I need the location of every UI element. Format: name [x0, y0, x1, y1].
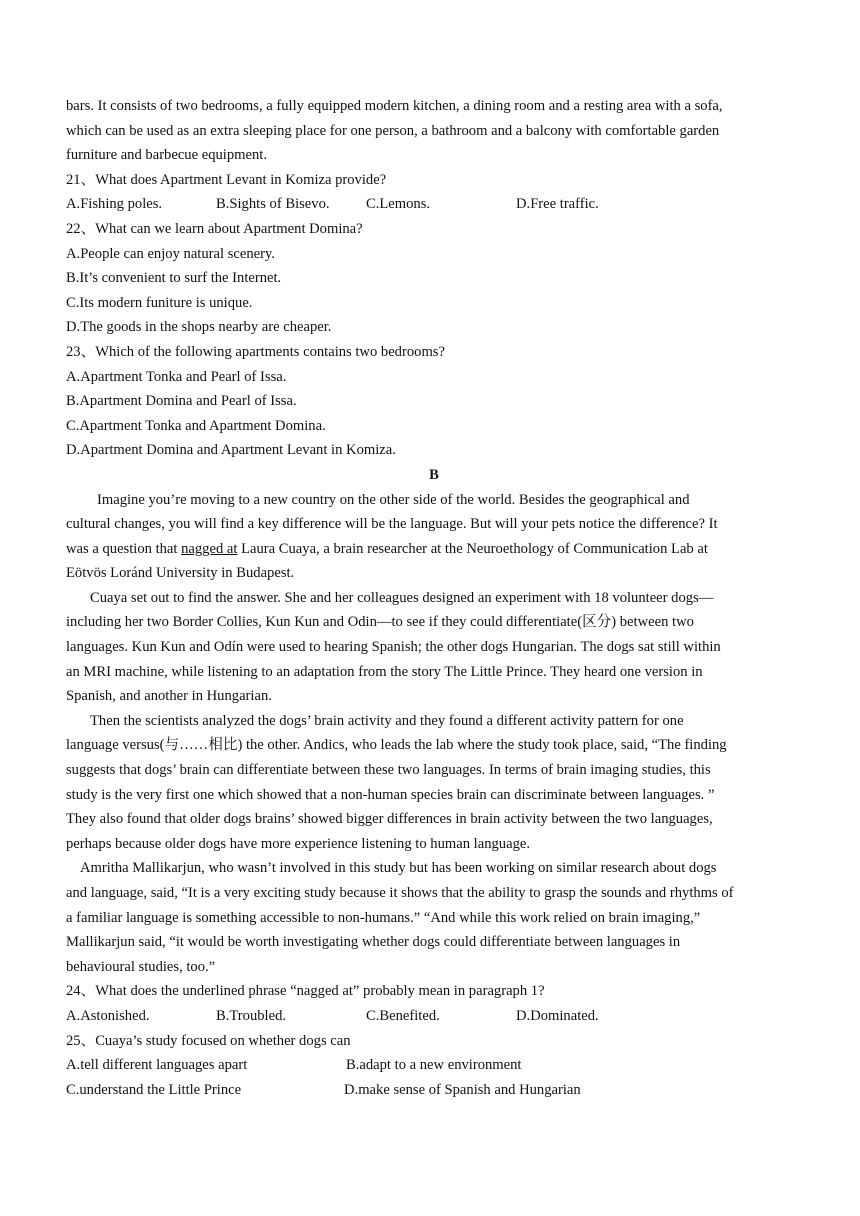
- passage-paragraph-2: [66, 586, 802, 709]
- option-c: C.Apartment Tonka and Apartment Domina.: [66, 417, 326, 434]
- text-line: They also found that older dogs brains’ showed bigger differences in brain activity between the two languages,: [66, 811, 713, 828]
- intro-paragraph: [66, 94, 802, 168]
- question-24: [66, 979, 802, 1028]
- question-22: [66, 217, 802, 340]
- question-stem: 25、Cuaya’s study focused on whether dogs can: [66, 1032, 351, 1049]
- text-line: Then the scientists analyzed the dogs’ brain activity and they found a different activity pattern for one: [90, 712, 684, 729]
- text-line: which can be used as an extra sleeping place for one person, a bathroom and a balcony with comfortable garden: [66, 122, 720, 139]
- question-stem: 21、What does Apartment Levant in Komiza provide?: [66, 171, 387, 188]
- passage-paragraph-4: [66, 856, 802, 979]
- option-row: [66, 1004, 802, 1029]
- option-b: B.adapt to a new environment: [346, 1057, 522, 1074]
- question-stem: 24、What does the underlined phrase “nagged at” probably mean in paragraph 1?: [66, 983, 545, 1000]
- exam-page: [66, 94, 802, 1102]
- option-d: D.Free traffic.: [516, 196, 599, 213]
- text-line: and language, said, “It is a very exciting study because it shows that the ability to grasp the sounds and rhythms of: [66, 885, 734, 901]
- option-c: C.Lemons.: [366, 196, 431, 213]
- option-a: A.People can enjoy natural scenery.: [66, 245, 275, 262]
- question-23: [66, 340, 802, 463]
- text-line: perhaps because older dogs have more experience listening to human language.: [66, 835, 530, 852]
- text-line: Mallikarjun said, “it would be worth investigating whether dogs could differentiate between languages in: [66, 934, 681, 951]
- option-b: B.Sights of Bisevo.: [216, 196, 330, 213]
- option-a: A.Fishing poles.: [66, 196, 163, 213]
- text-line: furniture and barbecue equipment.: [66, 147, 267, 164]
- question-stem: 22、What can we learn about Apartment Domina?: [66, 220, 363, 237]
- text-span: Laura Cuaya, a brain researcher at the Neuroethology of Communication Lab at: [237, 540, 708, 557]
- text-line: languages. Kun Kun and Odín were used to hearing Spanish; the other dogs Hungarian. The dogs sat still within: [66, 639, 721, 656]
- text-line: language versus(与……相比) the other. Andics, who leads the lab where the study took place, said, “The finding: [66, 737, 727, 754]
- option-d: D.The goods in the shops nearby are cheaper.: [66, 319, 332, 336]
- option-c: C.Benefited.: [366, 1007, 440, 1024]
- text-line: study is the very first one which showed that a non-human species brain can discriminate between languages. ”: [66, 786, 715, 803]
- question-25: [66, 1029, 802, 1103]
- option-d: D.Dominated.: [516, 1007, 599, 1024]
- text-line: Eötvös Loránd University in Budapest.: [66, 565, 295, 582]
- option-b: B.It’s convenient to surf the Internet.: [66, 270, 282, 287]
- option-c: C.understand the Little Prince: [66, 1081, 242, 1098]
- text-line: bars. It consists of two bedrooms, a fully equipped modern kitchen, a dining room and a resting area with a sofa,: [66, 98, 723, 114]
- text-line: cultural changes, you will find a key difference will be the language. But will your pets notice the difference? It: [66, 516, 718, 533]
- text-line: Spanish, and another in Hungarian.: [66, 688, 272, 705]
- option-row: [66, 1078, 802, 1103]
- option-d: D.make sense of Spanish and Hungarian: [344, 1081, 581, 1098]
- option-d: D.Apartment Domina and Apartment Levant in Komiza.: [66, 442, 396, 459]
- text-span: was a question that: [66, 540, 182, 557]
- text-line: Imagine you’re moving to a new country on the other side of the world. Besides the geographical and: [97, 491, 690, 508]
- text-line: [66, 537, 802, 562]
- text-line: behavioural studies, too.”: [66, 958, 216, 975]
- option-b: B.Troubled.: [216, 1007, 287, 1024]
- question-21: [66, 168, 802, 217]
- option-b: B.Apartment Domina and Pearl of Issa.: [66, 393, 297, 410]
- option-a: A.Astonished.: [66, 1007, 150, 1024]
- option-a: A.tell different languages apart: [66, 1057, 248, 1074]
- text-line: an MRI machine, while listening to an adaptation from the story The Little Prince. They heard one version in: [66, 663, 703, 680]
- section-heading: B: [429, 466, 439, 483]
- option-a: A.Apartment Tonka and Pearl of Issa.: [66, 368, 287, 385]
- text-line: Amritha Mallikarjun, who wasn’t involved in this study but has been working on similar research about dogs: [80, 860, 717, 877]
- option-c: C.Its modern funiture is unique.: [66, 294, 253, 311]
- option-row: [66, 192, 802, 217]
- text-line: a familiar language is something accessible to non-humans.” “And while this work relied on brain imaging,”: [66, 909, 701, 926]
- passage-paragraph-3: [66, 709, 802, 857]
- text-line: Cuaya set out to find the answer. She and her colleagues designed an experiment with 18 volunteer dogs—: [90, 589, 714, 606]
- passage-paragraph-1: [66, 488, 802, 586]
- option-row: [66, 1053, 802, 1078]
- text-line: suggests that dogs’ brain can differentiate between these two languages. In terms of brain imaging studies, this: [66, 762, 711, 779]
- underlined-phrase: nagged at: [181, 540, 238, 557]
- question-stem: 23、Which of the following apartments contains two bedrooms?: [66, 343, 445, 360]
- text-line: including her two Border Collies, Kun Kun and Odin—to see if they could differentiate(区分) between two: [66, 614, 694, 631]
